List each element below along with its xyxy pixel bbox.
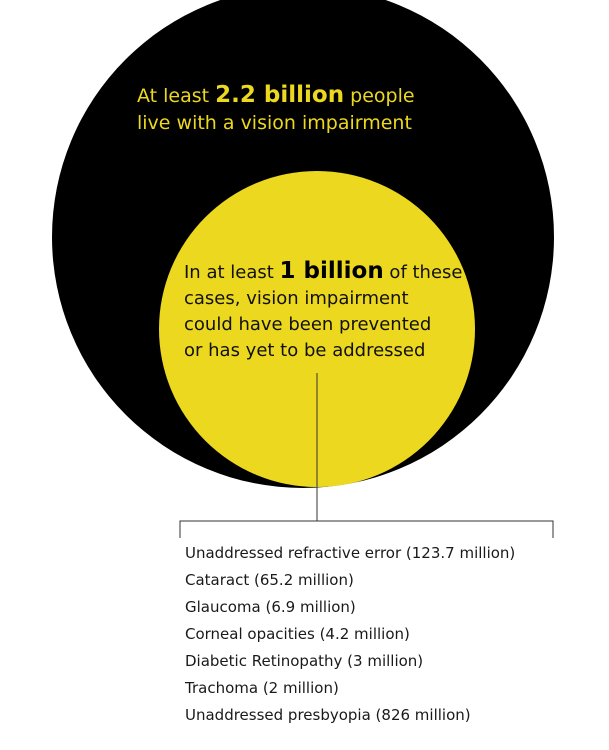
cause-item: Unaddressed presbyopia (826 million) — [185, 706, 471, 724]
outer-text-before: At least — [137, 85, 216, 107]
inner-text-before: In at least — [184, 262, 280, 283]
inner-line3: could have been prevented — [184, 314, 432, 335]
bracket — [180, 521, 553, 538]
inner-line2: cases, vision impairment — [184, 288, 409, 309]
outer-circle-label — [137, 82, 437, 137]
inner-text-after: of these — [383, 262, 463, 283]
cause-item: Cataract (65.2 million) — [185, 571, 354, 589]
outer-highlight: 2.2 billion — [215, 82, 345, 108]
inner-circle-label — [184, 258, 484, 364]
cause-item: Unaddressed refractive error (123.7 million) — [185, 544, 516, 562]
inner-line4: or has yet to be addressed — [184, 340, 426, 361]
outer-line2: live with a vision impairment — [137, 112, 412, 134]
causes-list — [185, 540, 515, 729]
outer-text-after: people — [344, 85, 415, 107]
cause-item: Glaucoma (6.9 million) — [185, 598, 356, 616]
inner-highlight: 1 billion — [279, 258, 384, 284]
cause-item: Diabetic Retinopathy (3 million) — [185, 652, 424, 670]
cause-item: Corneal opacities (4.2 million) — [185, 625, 410, 643]
cause-item: Trachoma (2 million) — [185, 679, 339, 697]
